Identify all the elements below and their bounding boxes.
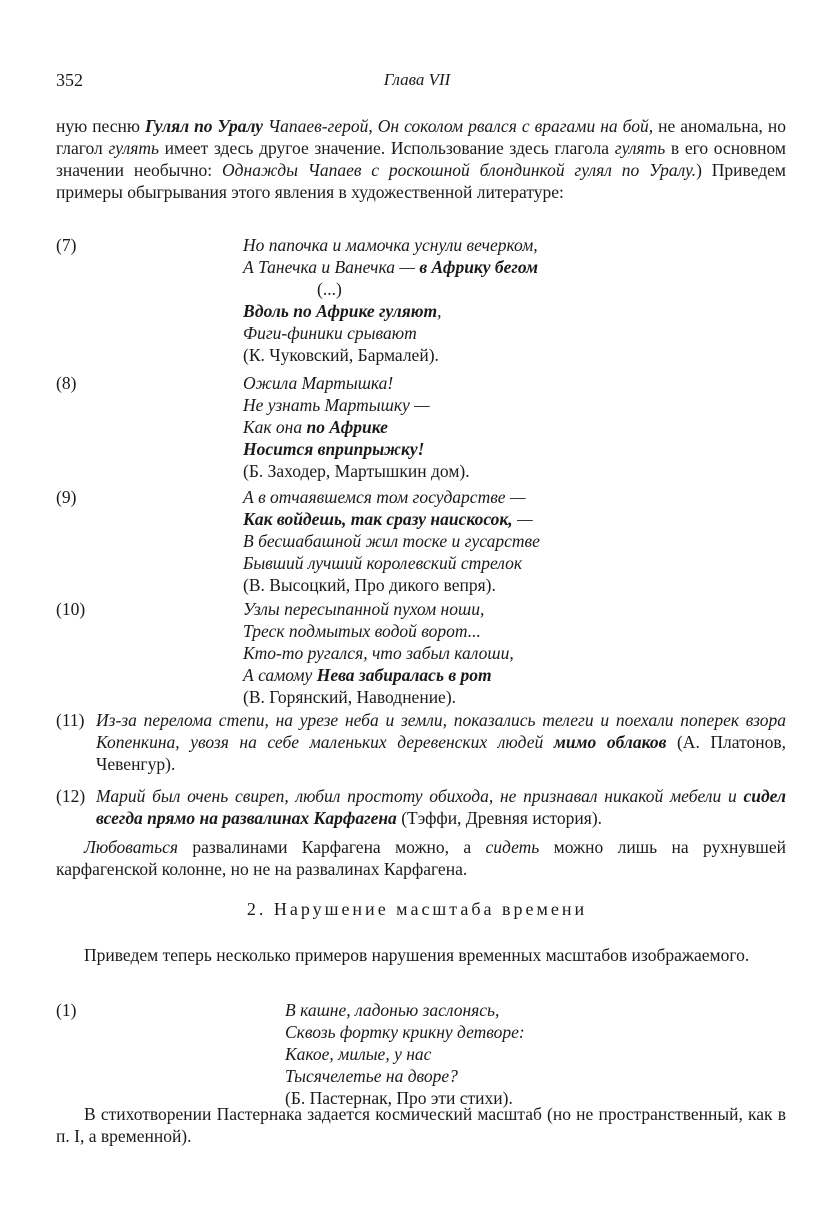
emphasized-text: А Танечка и Ванечка — <box>243 257 420 277</box>
poem-line <box>243 278 538 300</box>
final-paragraph <box>56 1103 786 1147</box>
text-run: (В. Горянский, Наводнение). <box>243 687 457 707</box>
poem <box>243 486 540 596</box>
text-run: ную песню <box>56 116 145 136</box>
poem-line <box>243 438 470 460</box>
emphasized-text: Бывший лучший королевский стрелок <box>243 553 523 573</box>
emphasized-text: Узлы пересыпанной пухом ноши, <box>243 599 485 619</box>
running-header: Глава VII <box>383 70 451 89</box>
emphasized-text: Ожила Мартышка! <box>243 373 394 393</box>
example-12 <box>56 785 786 829</box>
example-text <box>96 785 786 829</box>
text-run: не аномальна, но глагол <box>56 116 786 158</box>
poem-line <box>243 234 538 256</box>
example-text <box>96 709 786 775</box>
poem-line <box>243 620 514 642</box>
poem-line <box>243 508 540 530</box>
section-heading: 2. Нарушение масштаба времени <box>246 899 588 919</box>
poem-line <box>243 322 538 344</box>
text-run: (В. Высоцкий, Про дикого вепря). <box>243 575 496 595</box>
emphasized-text: Любоваться <box>84 837 179 857</box>
emphasized-text: Не узнать Мартышку — <box>243 395 430 415</box>
emphasized-text: Из-за перелома степи, на урезе неба и земли, показались телеги и поехали поперек взора Копенкина, увозя на себе маленьких деревенских людей <box>96 710 786 752</box>
emphasized-text: мимо облаков <box>553 732 667 752</box>
poem-line <box>285 1021 525 1043</box>
text-run: В стихотворении Пастернака задается космический масштаб (но не пространственный, как в п. I, а временной). <box>56 1104 786 1146</box>
emphasized-text: Тысячелетье на дворе? <box>285 1066 458 1086</box>
example-number: (1) <box>56 1000 77 1020</box>
poem-line <box>243 552 540 574</box>
text-run: развалинами Карфагена можно, а <box>178 837 486 857</box>
emphasized-text: сидеть <box>485 837 540 857</box>
emphasized-text: Чапаев-герой, Он соколом рвался с врагами на бой, <box>263 116 654 136</box>
emphasized-text: А самому <box>243 665 317 685</box>
text-run: можно лишь на рухнувшей карфагенской колонне, но не на развалинах Карфагена. <box>56 837 786 879</box>
emphasized-text: Вдоль по Африке гуляют <box>243 301 438 321</box>
example-number: (7) <box>56 235 77 255</box>
poem-line <box>243 598 514 620</box>
text-run: в его основном значении необычно: <box>56 138 786 180</box>
poem <box>243 234 538 366</box>
emphasized-text: Как она <box>243 417 307 437</box>
poem-line <box>243 642 514 664</box>
poem-line <box>243 486 540 508</box>
emphasized-text: Однажды Чапаев с роскошной блондинкой гулял по Уралу. <box>222 160 697 180</box>
emphasized-text: в Африку бегом <box>419 257 538 277</box>
example-number: (9) <box>56 487 77 507</box>
text-run: имеет здесь другое значение. Использование здесь глагола <box>158 138 615 158</box>
poem <box>243 372 470 482</box>
emphasized-text: Треск подмытых водой ворот... <box>243 621 481 641</box>
emphasized-text: по Африке <box>306 417 388 437</box>
poem-line <box>243 256 538 278</box>
example-number: (11) <box>56 710 85 730</box>
emphasized-text: Фиги-финики срывают <box>243 323 417 343</box>
poem-line <box>243 300 538 322</box>
emphasized-text: гулять <box>614 138 666 158</box>
text-run: (Б. Пастернак, Про эти стихи). <box>285 1088 513 1108</box>
emphasized-text: Нева забиралась в рот <box>316 665 492 685</box>
emphasized-text: Кто-то ругался, что забыл калоши, <box>243 643 514 663</box>
poem-line <box>243 686 514 708</box>
example-number: (10) <box>56 599 86 619</box>
poem <box>285 999 525 1109</box>
emphasized-text: сидел всегда прямо на развалинах Карфагена <box>96 786 786 828</box>
poem <box>243 598 514 708</box>
poem-line <box>243 664 514 686</box>
example-number: (8) <box>56 373 77 393</box>
poem-line <box>243 460 470 482</box>
example-number: (12) <box>56 786 86 806</box>
emphasized-text: Сквозь фортку крикну детворе: <box>285 1022 525 1042</box>
text-run: (Б. Заходер, Мартышкин дом). <box>243 461 470 481</box>
poem-line <box>243 344 538 366</box>
karthago-paragraph <box>56 836 786 880</box>
text-run: (...) <box>317 279 342 299</box>
text-run: (К. Чуковский, Бармалей). <box>243 345 439 365</box>
poem-line <box>243 530 540 552</box>
poem-line <box>243 372 470 394</box>
text-run: (А. Платонов, Чевенгур). <box>96 732 786 774</box>
emphasized-text: Носится вприпрыжку! <box>243 439 425 459</box>
example-11 <box>56 709 786 775</box>
time-paragraph <box>56 944 786 966</box>
text-run: ) Приведем примеры обыгрывания этого явления в художественной литературе: <box>56 160 786 202</box>
emphasized-text: Гулял по Уралу <box>144 116 264 136</box>
poem-line <box>243 394 470 416</box>
emphasized-text: — <box>512 509 533 529</box>
emphasized-text: Но папочка и мамочка уснули вечерком, <box>243 235 538 255</box>
poem-line <box>243 416 470 438</box>
emphasized-text: В бесшабашной жил тоске и гусарстве <box>243 531 540 551</box>
poem-line <box>285 999 525 1021</box>
emphasized-text: Марий был очень свиреп, любил простоту обихода, не признавал никакой мебели и <box>96 786 744 806</box>
emphasized-text: Какое, милые, у нас <box>285 1044 432 1064</box>
emphasized-text: гулять <box>108 138 159 158</box>
poem-line <box>285 1065 525 1087</box>
page-number: 352 <box>56 70 83 90</box>
poem-line <box>285 1043 525 1065</box>
intro-paragraph <box>56 115 786 203</box>
text-run: Приведем теперь несколько примеров нарушения временных масштабов изображаемого. <box>84 945 750 965</box>
emphasized-text: , <box>437 301 442 321</box>
emphasized-text: Как войдешь, так сразу наискосок, <box>243 509 513 529</box>
emphasized-text: В кашне, ладонью заслонясь, <box>285 1000 500 1020</box>
poem-line <box>243 574 540 596</box>
text-run: (Тэффи, Древняя история). <box>396 808 603 828</box>
emphasized-text: А в отчаявшемся том государстве — <box>243 487 526 507</box>
